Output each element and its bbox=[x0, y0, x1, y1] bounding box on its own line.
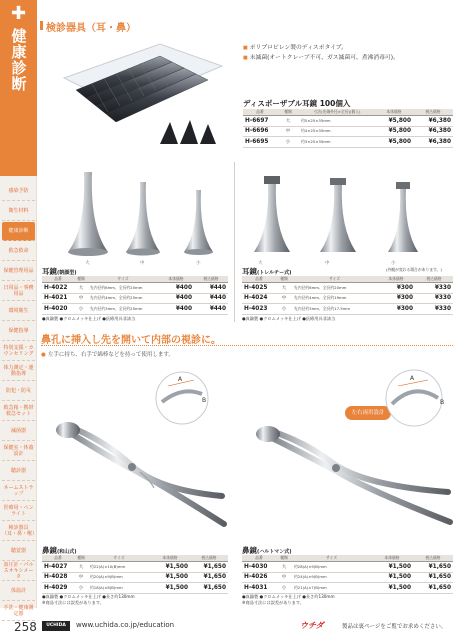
col-header: 税込価格 bbox=[190, 555, 228, 562]
dimension-cell: 先内径約3mm、全長約17.5mm bbox=[292, 304, 377, 315]
col-header: 種類 bbox=[74, 555, 88, 562]
size-cell: 小 bbox=[74, 583, 88, 594]
col-header: 本体価格 bbox=[377, 276, 415, 283]
section-title: 鼻孔に挿入し先を開いて内部の視診に。 bbox=[41, 335, 221, 346]
tax-price-cell: ¥1,650 bbox=[413, 562, 453, 573]
col-header: サイズ bbox=[88, 555, 150, 562]
col-header: 税込価格 bbox=[415, 276, 453, 283]
title-marker bbox=[40, 21, 43, 30]
disposable-spec-table bbox=[243, 109, 453, 148]
website-link[interactable]: www.uchida.co.jp/education bbox=[76, 621, 175, 629]
tax-price-cell: ¥330 bbox=[415, 304, 453, 315]
product-code: H-4029 bbox=[42, 583, 74, 594]
price-cell: ¥1,500 bbox=[150, 562, 190, 573]
price-cell: ¥1,500 bbox=[371, 562, 413, 573]
page-title: 検診器具（耳・鼻） bbox=[46, 23, 136, 34]
sidebar-item[interactable]: 医療用・ペンライト bbox=[2, 502, 35, 521]
sidebar-item[interactable]: ネームストラップ bbox=[2, 482, 35, 501]
col-header: 種類 bbox=[74, 276, 88, 283]
nasal-speculum-japanese-image bbox=[44, 368, 230, 544]
disposable-product-title: ディスポーザブル耳鏡 100個入 bbox=[243, 99, 351, 108]
col-header: 品番 bbox=[242, 276, 276, 283]
section-rule bbox=[41, 345, 453, 346]
tax-price-cell: ¥1,650 bbox=[413, 583, 453, 594]
col-header: 種類 bbox=[277, 109, 299, 116]
product-code: H-4023 bbox=[242, 304, 276, 315]
sidebar bbox=[0, 0, 38, 617]
sidebar-item[interactable]: 日用品・事務用品 bbox=[2, 282, 35, 301]
feature-bullets bbox=[243, 43, 453, 63]
product-code: H-4024 bbox=[242, 293, 276, 304]
sidebar-item[interactable]: 体温計 bbox=[2, 582, 35, 601]
size-caption-medium: 中 bbox=[325, 261, 330, 266]
product-code: H-4027 bbox=[42, 562, 74, 573]
sidebar-heading bbox=[0, 0, 37, 176]
col-header: 税込価格 bbox=[413, 109, 453, 116]
table-row bbox=[242, 304, 453, 315]
price-cell: ¥5,800 bbox=[375, 137, 413, 148]
sidebar-item[interactable]: 保健指導 bbox=[2, 322, 35, 341]
sidebar-item[interactable]: 衛生材料 bbox=[2, 202, 35, 221]
col-header: 品番 bbox=[242, 555, 276, 562]
sidebar-heading-text: 健康診断 bbox=[9, 28, 28, 92]
col-header: 税込価格 bbox=[413, 555, 453, 562]
table-row bbox=[242, 583, 453, 594]
sidebar-item[interactable]: 検診器具（耳・鼻・喉） bbox=[2, 522, 35, 541]
price-cell: ¥400 bbox=[158, 283, 194, 294]
sidebar-item[interactable]: 血圧計・パルスオキシメータ bbox=[3, 562, 34, 580]
product-code: H-4026 bbox=[242, 572, 276, 583]
tax-price-cell: ¥330 bbox=[415, 283, 453, 294]
feature-bullet: ■ 未滅菌(オートクレーブ不可、ガス滅菌可、煮沸消毒可)。 bbox=[243, 53, 453, 63]
tax-price-cell: ¥330 bbox=[415, 293, 453, 304]
col-header: 品番 bbox=[243, 109, 277, 116]
nasal-hartmann-spec-table bbox=[242, 555, 453, 594]
plus-icon: ✚ bbox=[10, 3, 27, 24]
col-header: 種類 bbox=[276, 555, 292, 562]
size-caption-small: 小 bbox=[196, 261, 201, 266]
funnel-spec-table bbox=[42, 276, 228, 315]
size-caption-small: 小 bbox=[391, 261, 396, 266]
section-usage-note: ● 左手に持ち、右手で綿棒などを持って使用します。 bbox=[41, 350, 174, 358]
price-cell: ¥1,500 bbox=[150, 572, 190, 583]
table-row bbox=[42, 562, 228, 573]
sidebar-item[interactable]: 防犯・防災 bbox=[2, 382, 35, 401]
tax-price-cell: ¥1,650 bbox=[413, 572, 453, 583]
product-code: H-4022 bbox=[42, 283, 74, 294]
col-header: 品番 bbox=[42, 555, 74, 562]
col-header: サイズ bbox=[292, 555, 371, 562]
price-cell: ¥300 bbox=[377, 293, 415, 304]
nasal-japanese-spec-table bbox=[42, 555, 228, 594]
nasal-speculum-hartmann-image bbox=[242, 368, 454, 544]
dimension-cell: 約4×25×35mm bbox=[299, 126, 375, 137]
size-cell: 大 bbox=[276, 283, 292, 294]
size-cell: 中 bbox=[276, 572, 292, 583]
sidebar-item[interactable]: 手洗・健康測定器 bbox=[2, 602, 35, 621]
dimension-cell: 先内径約4mm、全長約25mm bbox=[88, 293, 158, 304]
appearance-note: (外観が変わる場合があります。) bbox=[386, 267, 442, 272]
product-subtitle: (トレルチー式) bbox=[257, 270, 292, 276]
size-cell: 小 bbox=[277, 137, 299, 148]
product-name: 鼻鏡 bbox=[42, 546, 57, 555]
dimension-cell: 約28(A)×9(B)mm bbox=[292, 562, 371, 573]
table-row bbox=[42, 572, 228, 583]
table-row bbox=[243, 116, 453, 127]
page-number: 258 bbox=[14, 620, 37, 634]
size-cell: 大 bbox=[74, 283, 88, 294]
sidebar-item[interactable]: 環境衛生 bbox=[2, 302, 35, 321]
dimension-cell: 約20(A)×9(B)mm bbox=[88, 572, 150, 583]
product-code: H-6697 bbox=[243, 116, 277, 127]
table-row bbox=[242, 283, 453, 294]
dimension-label-b: B bbox=[202, 397, 207, 404]
size-cell: 中 bbox=[74, 293, 88, 304]
price-cell: ¥5,800 bbox=[375, 126, 413, 137]
size-cell: 中 bbox=[74, 572, 88, 583]
product-name: 耳鏡 bbox=[242, 267, 257, 276]
dimension-cell: 約3×25×35mm bbox=[299, 137, 375, 148]
product-code: H-4025 bbox=[242, 283, 276, 294]
footer bbox=[0, 608, 462, 644]
sidebar-item[interactable]: 特別支援・カウンセリング bbox=[2, 342, 35, 361]
dimension-label-a: A bbox=[410, 375, 415, 382]
nasal-japanese-material-note: ●真鍮製 ●クロムメッキ仕上げ ●長さ約130mm bbox=[42, 594, 135, 599]
dimension-cell: 先内径約6mm、全長約25mm bbox=[88, 283, 158, 294]
size-cell: 中 bbox=[276, 293, 292, 304]
size-cell: 大 bbox=[276, 562, 292, 573]
col-header: サイズ bbox=[292, 276, 377, 283]
sidebar-item[interactable]: 保健管理用品 bbox=[2, 262, 35, 281]
sidebar-item[interactable]: 救急救命 bbox=[2, 242, 35, 261]
table-row bbox=[42, 304, 228, 315]
table-row bbox=[42, 293, 228, 304]
product-code: H-4021 bbox=[42, 293, 74, 304]
product-code: H-4030 bbox=[242, 562, 276, 573]
tax-price-cell: ¥440 bbox=[194, 293, 228, 304]
price-cell: ¥1,500 bbox=[371, 583, 413, 594]
product-code: H-4028 bbox=[42, 572, 74, 583]
tax-price-cell: ¥1,650 bbox=[190, 583, 228, 594]
price-cell: ¥300 bbox=[377, 283, 415, 294]
brand-logo: UCHIDA bbox=[42, 621, 70, 631]
dimension-cell: 約21(A)×7(B)mm bbox=[292, 583, 371, 594]
tax-price-cell: ¥6,380 bbox=[413, 126, 453, 137]
dimension-cell: 約18(A)×8(B)mm bbox=[88, 583, 150, 594]
size-cell: 小 bbox=[74, 304, 88, 315]
tax-price-cell: ¥440 bbox=[194, 304, 228, 315]
table-row bbox=[242, 572, 453, 583]
table-row bbox=[242, 562, 453, 573]
tax-price-cell: ¥6,380 bbox=[413, 116, 453, 127]
col-header: 本体価格 bbox=[375, 109, 413, 116]
sidebar-item[interactable]: 保健室・休養設計 bbox=[2, 442, 35, 461]
sidebar-item[interactable]: 聴診器 bbox=[2, 462, 35, 481]
product-subtitle: (和山式) bbox=[57, 549, 77, 555]
feature-bullet: ■ ポリプロピレン製のディスポタイプ。 bbox=[243, 43, 453, 53]
dimension-cell: 約22(A)×10(B)mm bbox=[88, 562, 150, 573]
size-cell: 中 bbox=[277, 126, 299, 137]
toeltsch-material-note: ●真鍮製 ●クロムメッキ仕上げ ●医療用具非該当 bbox=[242, 316, 336, 321]
maker-note: 製品は裏ページをご覧でお求めください。 bbox=[342, 624, 447, 630]
sidebar-item[interactable]: 聴覚器 bbox=[2, 542, 35, 561]
tax-price-cell: ¥1,650 bbox=[190, 572, 228, 583]
nasal-hartmann-material-note: ●真鍮製 ●クロムメッキ仕上げ ●長さ約130mm bbox=[242, 594, 335, 599]
product-code: H-6695 bbox=[243, 137, 277, 148]
price-cell: ¥5,800 bbox=[375, 116, 413, 127]
product-subtitle: (ハルトマン式) bbox=[257, 549, 292, 555]
table-row bbox=[242, 293, 453, 304]
col-header: 本体価格 bbox=[150, 555, 190, 562]
nasal-japanese-tolerance-note: ※商品寸法には誤差があります。 bbox=[42, 600, 104, 605]
funnel-material-note: ●真鍮製 ●クロムメッキ仕上げ ●医療用具非該当 bbox=[42, 316, 136, 321]
sidebar-item[interactable]: 健康診断 bbox=[2, 222, 35, 241]
size-cell: 小 bbox=[276, 304, 292, 315]
size-caption-large: 大 bbox=[258, 261, 263, 266]
dimension-cell: 先内径約6mm、全長約20mm bbox=[292, 283, 377, 294]
size-cell: 小 bbox=[276, 583, 292, 594]
maker-logo: ウチダ bbox=[300, 621, 324, 630]
product-code: H-4031 bbox=[242, 583, 276, 594]
col-header: 寸法(先端外径×全長)(個入) bbox=[299, 109, 375, 116]
table-row bbox=[243, 137, 453, 148]
col-header: 種類 bbox=[276, 276, 292, 283]
tax-price-cell: ¥1,650 bbox=[190, 562, 228, 573]
sidebar-item[interactable]: 感染予防 bbox=[2, 182, 35, 201]
product-subtitle: (朝顔型) bbox=[57, 270, 77, 276]
sidebar-item[interactable]: 滅菌器 bbox=[2, 422, 35, 441]
dimension-label-b: B bbox=[440, 399, 445, 406]
col-header: 本体価格 bbox=[158, 276, 194, 283]
dimension-cell: 約5×25×35mm bbox=[299, 116, 375, 127]
product-name: 鼻鏡 bbox=[242, 546, 257, 555]
table-row bbox=[42, 283, 228, 294]
table-row bbox=[243, 126, 453, 137]
ambidextrous-badge: 左右両用設計 bbox=[345, 406, 391, 420]
product-name: 耳鏡 bbox=[42, 267, 57, 276]
nasal-hartmann-tolerance-note: ※商品寸法には誤差があります。 bbox=[242, 600, 304, 605]
dimension-cell: 先内径約3mm、全長約25mm bbox=[88, 304, 158, 315]
tax-price-cell: ¥6,380 bbox=[413, 137, 453, 148]
dimension-cell: 約24(A)×9(B)mm bbox=[292, 572, 371, 583]
sidebar-item[interactable]: 体力測定・運動指導 bbox=[2, 362, 35, 381]
size-caption-medium: 中 bbox=[140, 261, 145, 266]
dimension-cell: 先内径約4mm、全長約19mm bbox=[292, 293, 377, 304]
price-cell: ¥1,500 bbox=[150, 583, 190, 594]
column-divider bbox=[234, 162, 235, 322]
dimension-label-a: A bbox=[178, 376, 183, 383]
col-header: サイズ bbox=[88, 276, 158, 283]
price-cell: ¥400 bbox=[158, 304, 194, 315]
size-caption-large: 大 bbox=[85, 261, 90, 266]
product-code: H-4020 bbox=[42, 304, 74, 315]
price-cell: ¥400 bbox=[158, 293, 194, 304]
toeltsch-speculum-image bbox=[248, 168, 448, 260]
table-row bbox=[42, 583, 228, 594]
product-code: H-6696 bbox=[243, 126, 277, 137]
col-header: 税込価格 bbox=[194, 276, 228, 283]
tax-price-cell: ¥440 bbox=[194, 283, 228, 294]
size-cell: 大 bbox=[74, 562, 88, 573]
size-cell: 大 bbox=[277, 116, 299, 127]
funnel-speculum-image bbox=[52, 168, 228, 260]
sidebar-item[interactable]: 救急箱・携帯救急セット bbox=[2, 402, 35, 421]
toeltsch-spec-table bbox=[242, 276, 453, 315]
disposable-speculum-tray-image bbox=[52, 40, 224, 148]
price-cell: ¥1,500 bbox=[371, 572, 413, 583]
price-cell: ¥300 bbox=[377, 304, 415, 315]
col-header: 本体価格 bbox=[371, 555, 413, 562]
col-header: 品番 bbox=[42, 276, 74, 283]
